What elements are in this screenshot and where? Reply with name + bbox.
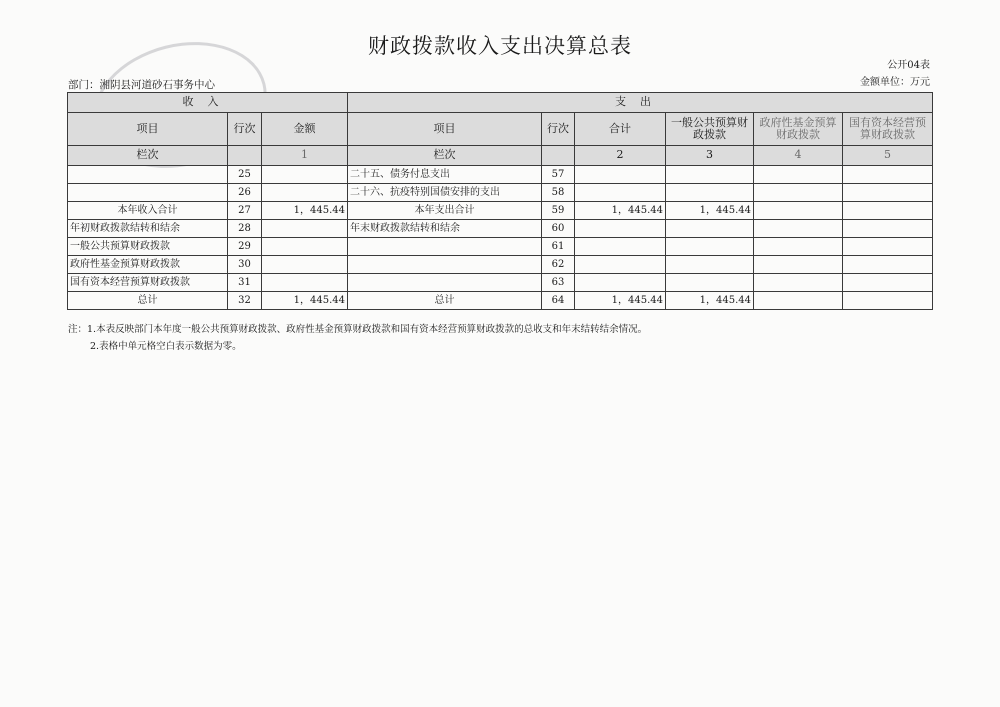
- footnote-1: 注：1.本表反映部门本年度一般公共预算财政拨款、政府性基金预算财政拨款和国有资本经营预算财政拨款的总收支和年末结转结余情况。: [68, 324, 648, 335]
- expense-item: 总计: [348, 292, 542, 310]
- expense-item: 二十五、债务付息支出: [348, 166, 542, 184]
- income-line-no: 27: [228, 202, 262, 220]
- expense-general-budget: [666, 256, 754, 274]
- state-capital-header: 国有资本经营预算财政拨款: [843, 113, 933, 146]
- expense-general-budget: [666, 220, 754, 238]
- expense-line-no: 57: [542, 166, 575, 184]
- expense-general-budget: [666, 274, 754, 292]
- column-index-5: 5: [843, 146, 933, 166]
- expense-total: [575, 184, 666, 202]
- expense-total: 1，445.44: [575, 202, 666, 220]
- gov-fund-header: 政府性基金预算财政拨款: [754, 113, 843, 146]
- department-label: 部门：湘阴县河道砂石事务中心: [68, 79, 215, 91]
- expense-line-no: 62: [542, 256, 575, 274]
- expense-general-budget: [666, 166, 754, 184]
- income-item-header: 项目: [68, 113, 228, 146]
- expense-state-capital: [843, 202, 933, 220]
- income-line-no-header: 行次: [228, 113, 262, 146]
- income-amount: [262, 238, 348, 256]
- income-item: [68, 184, 228, 202]
- expense-line-no: 58: [542, 184, 575, 202]
- income-line-no: 25: [228, 166, 262, 184]
- expense-column-index-label: 栏次: [348, 146, 542, 166]
- income-item: 政府性基金预算财政拨款: [68, 256, 228, 274]
- expense-total-header: 合计: [575, 113, 666, 146]
- expense-gov-fund: [754, 256, 843, 274]
- expense-general-budget: 1，445.44: [666, 202, 754, 220]
- table-row: [68, 274, 933, 292]
- income-amount: [262, 220, 348, 238]
- header-row-column-index: [68, 146, 933, 166]
- expense-gov-fund: [754, 292, 843, 310]
- expense-gov-fund: [754, 184, 843, 202]
- expense-item: [348, 256, 542, 274]
- table-row: [68, 184, 933, 202]
- column-index-3: 3: [666, 146, 754, 166]
- table-row: [68, 202, 933, 220]
- table-row-grand-total: [68, 292, 933, 310]
- expense-line-no: 59: [542, 202, 575, 220]
- expense-gov-fund: [754, 238, 843, 256]
- income-amount-header: 金额: [262, 113, 348, 146]
- expense-item: [348, 238, 542, 256]
- expense-item-header: 项目: [348, 113, 542, 146]
- income-line-no: 31: [228, 274, 262, 292]
- income-line-no: 32: [228, 292, 262, 310]
- column-index-1: 1: [262, 146, 348, 166]
- income-column-index-label: 栏次: [68, 146, 228, 166]
- income-amount: [262, 184, 348, 202]
- table-row: [68, 166, 933, 184]
- income-item: [68, 166, 228, 184]
- expense-gov-fund: [754, 220, 843, 238]
- income-amount: [262, 274, 348, 292]
- header-row-sections: [68, 93, 933, 113]
- expense-section-header: 支出: [348, 93, 933, 113]
- expense-item: [348, 274, 542, 292]
- income-section-header: 收入: [68, 93, 348, 113]
- form-code: 公开04表: [887, 60, 930, 71]
- table-row: [68, 256, 933, 274]
- report-title: 财政拨款收入支出决算总表: [368, 34, 632, 58]
- income-amount: 1，445.44: [262, 202, 348, 220]
- expense-state-capital: [843, 238, 933, 256]
- expense-state-capital: [843, 184, 933, 202]
- expense-line-no-header: 行次: [542, 113, 575, 146]
- amount-unit-label: 金额单位：万元: [860, 77, 930, 88]
- expense-total: [575, 166, 666, 184]
- table-row: [68, 220, 933, 238]
- header-row-columns: [68, 113, 933, 146]
- expense-line-no: 61: [542, 238, 575, 256]
- general-budget-header: 一般公共预算财政拨款: [666, 113, 754, 146]
- expense-total: [575, 238, 666, 256]
- expense-item: 年末财政拨款结转和结余: [348, 220, 542, 238]
- income-item: 年初财政拨款结转和结余: [68, 220, 228, 238]
- expense-line-no: 63: [542, 274, 575, 292]
- budget-summary-table: [67, 92, 933, 310]
- expense-state-capital: [843, 292, 933, 310]
- expense-total: [575, 220, 666, 238]
- expense-total: 1，445.44: [575, 292, 666, 310]
- expense-item: 二十六、抗疫特别国债安排的支出: [348, 184, 542, 202]
- income-item: 国有资本经营预算财政拨款: [68, 274, 228, 292]
- income-line-no: 29: [228, 238, 262, 256]
- income-amount: [262, 256, 348, 274]
- income-item: 一般公共预算财政拨款: [68, 238, 228, 256]
- income-item: 本年收入合计: [68, 202, 228, 220]
- income-line-no: 30: [228, 256, 262, 274]
- expense-total: [575, 256, 666, 274]
- expense-general-budget: [666, 238, 754, 256]
- expense-state-capital: [843, 220, 933, 238]
- column-index-2: 2: [575, 146, 666, 166]
- footnotes: [68, 321, 647, 355]
- expense-gov-fund: [754, 202, 843, 220]
- expense-gov-fund: [754, 274, 843, 292]
- table-row: [68, 238, 933, 256]
- column-index-4: 4: [754, 146, 843, 166]
- income-amount: 1，445.44: [262, 292, 348, 310]
- expense-line-no: 64: [542, 292, 575, 310]
- income-amount: [262, 166, 348, 184]
- income-line-no: 28: [228, 220, 262, 238]
- expense-line-no: 60: [542, 220, 575, 238]
- footnote-2: 2.表格中单元格空白表示数据为零。: [90, 341, 242, 352]
- expense-state-capital: [843, 256, 933, 274]
- expense-general-budget: [666, 184, 754, 202]
- expense-state-capital: [843, 274, 933, 292]
- expense-state-capital: [843, 166, 933, 184]
- expense-item: 本年支出合计: [348, 202, 542, 220]
- income-item: 总计: [68, 292, 228, 310]
- expense-general-budget: 1，445.44: [666, 292, 754, 310]
- income-line-no: 26: [228, 184, 262, 202]
- expense-gov-fund: [754, 166, 843, 184]
- expense-total: [575, 274, 666, 292]
